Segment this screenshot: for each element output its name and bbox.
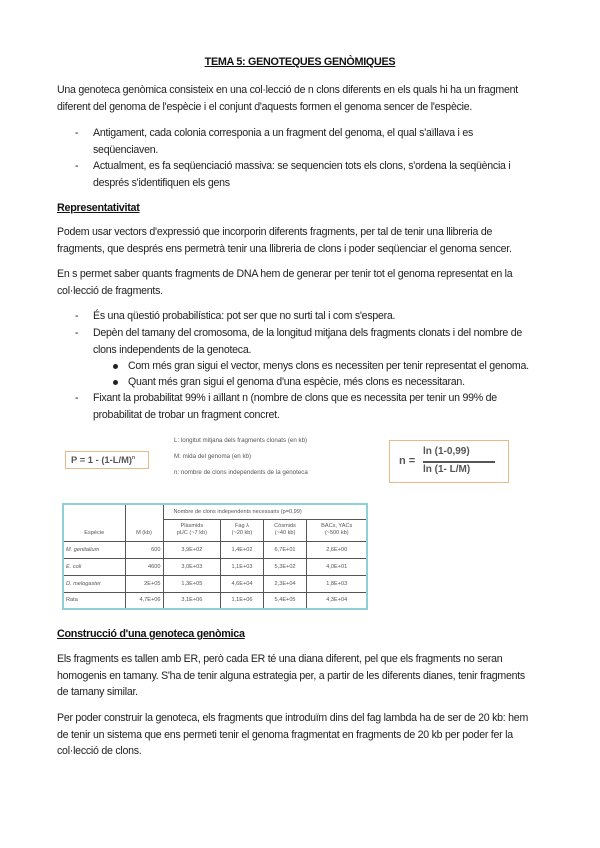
list-line: després s'identifiquen els gens	[93, 176, 230, 189]
table-row	[63, 541, 367, 558]
header-species: Espècie	[63, 504, 125, 541]
dash-marker: -	[75, 310, 79, 322]
cell-value: 5,4E+05	[263, 592, 307, 609]
header-line: Plàsmids	[180, 523, 204, 529]
fraction-bar	[423, 461, 495, 463]
cell-m: 2E+05	[125, 575, 163, 592]
construccio-paragraph-1	[57, 651, 547, 701]
formula-denominator: ln (1- L/M)	[423, 464, 471, 475]
header-cosmids	[263, 519, 307, 541]
representativitat-paragraph-2	[57, 266, 547, 299]
dash-marker: -	[75, 160, 79, 172]
clones-table	[62, 503, 368, 610]
header-bacs-yacs	[307, 519, 367, 541]
bullet-text: Quant més gran sigui el genoma d'una espècie, més clons es necessitaran.	[128, 376, 465, 388]
formula-numerator: ln (1-0,99)	[423, 446, 470, 457]
cell-value: 1,3E+05	[163, 575, 221, 592]
cell-species: E. coli	[63, 558, 125, 575]
dash-marker: -	[75, 392, 79, 404]
header-line: (~500 kb)	[324, 530, 349, 536]
intro-line-2: diferent del genoma de l'espècie i el conjunt d'aquests formen el genoma sencer de l'espècie.	[57, 100, 473, 113]
dash-marker: -	[75, 127, 79, 139]
header-phage	[221, 519, 263, 541]
header-line: Fag λ	[234, 523, 249, 529]
header-plasmids	[163, 519, 221, 541]
header-line: (~20 kb)	[231, 530, 253, 536]
cell-value: 4,0E+01	[307, 558, 367, 575]
header-line: (~40 kb)	[274, 530, 296, 536]
formula-lhs: n =	[399, 455, 416, 467]
paragraph-line: En s permet saber quants fragments de DNA hem de generar per tenir tot el genoma representat en la	[57, 268, 513, 280]
cell-value: 3,0E+03	[163, 558, 221, 575]
document-title: TEMA 5: GENOTEQUES GENÒMIQUES	[204, 56, 396, 68]
paragraph-line: Per poder construir la genoteca, els fragments que introduïm dins del fag lambda ha de ser de 20 kb: hem	[57, 712, 529, 724]
cell-value: 5,3E+02	[263, 558, 307, 575]
cell-value: 1,1E+03	[221, 558, 263, 575]
dash-marker: -	[75, 327, 79, 339]
header-line: pUC (~7 kb)	[176, 530, 207, 536]
cell-species: Rata	[63, 592, 125, 609]
cell-value: 4,3E+04	[307, 592, 367, 609]
cell-value: 2,3E+04	[263, 575, 307, 592]
paragraph-line: de tenir un sistema que ens permeti tenir el genoma fragmentat en fragments de 20 kb per poder fer la	[57, 728, 513, 741]
paragraph-line: col·lecció de clons.	[57, 745, 142, 757]
header-group: Nombre de clons independents necessaris (p=0,99)	[163, 504, 367, 519]
clone-number-formula-box	[389, 440, 509, 483]
header-m: M (kb)	[125, 504, 163, 541]
cell-value: 6,7E+01	[263, 541, 307, 558]
bullet-dot-icon	[113, 364, 118, 369]
construccio-paragraph-2	[57, 710, 547, 760]
section-heading-construccio: Construcció d'una genoteca genòmica	[57, 628, 245, 640]
probability-formula-box	[65, 451, 149, 469]
header-line: BACs, YACs	[321, 523, 353, 529]
intro-line-1: Una genoteca genòmica consisteix en una col·lecció de n clons diferents en els quals hi ha un fragment	[57, 84, 518, 96]
cell-species: M. genitalium	[63, 541, 125, 558]
list-line: clons independents de la genoteca.	[93, 343, 252, 356]
header-line: Còsmids	[274, 523, 296, 529]
list-line: Antigament, cada colonia corresponia a un fragment del genoma, el qual s'aïllava i es	[93, 127, 474, 139]
cell-m: 600	[125, 541, 163, 558]
paragraph-line: Els fragments es tallen amb ER, però cada ER té una diana diferent, pel que els fragments no seran	[57, 653, 503, 665]
paragraph-line: de tamany similar.	[57, 686, 138, 698]
list-line: És una qüestió probabilística: pot ser que no surti tal i com s'espera.	[93, 310, 396, 322]
bullet-text: Com més gran sigui el vector, menys clons es necessiten per tenir representat el genoma.	[128, 360, 529, 372]
cell-value: 4,6E+04	[221, 575, 263, 592]
cell-m: 4,7E+06	[125, 592, 163, 609]
probability-formula: P = 1 - (1-L/M)	[71, 454, 133, 465]
list-line: seqüenciaven.	[93, 143, 159, 156]
cell-value: 1,1E+06	[221, 592, 263, 609]
paragraph-line: Podem usar vectors d'expressió que incorporin diferents fragments, per tal de tenir una llibreria de	[57, 226, 493, 238]
intro-paragraph	[57, 82, 547, 115]
cell-value: 1,8E+03	[307, 575, 367, 592]
list-line: probabilitat de trobar un fragment concret.	[93, 408, 280, 421]
list-line: Depèn del tamany del cromosoma, de la longitud mitjana dels fragments clonats i del nombre de	[93, 327, 522, 339]
paragraph-line: homogenis en tamany. S'ha de tenir alguna estrategia per, a partir de les diferents dianes, tenir fragments	[57, 669, 525, 682]
cell-value: 3,9E+02	[163, 541, 221, 558]
cell-value: 1,4E+02	[221, 541, 263, 558]
cell-value: 2,6E+00	[307, 541, 367, 558]
cell-value: 3,1E+06	[163, 592, 221, 609]
legend-M: M: mida del genoma (en kb)	[174, 453, 252, 460]
paragraph-line: fragments, que després ens permetrà tenir una llibreria de clons i poder seqüenciar el genoma sencer.	[57, 242, 512, 255]
paragraph-line: col·lecció de fragments.	[57, 284, 163, 297]
list-line: Fixant la probabilitat 99% i aïllant n (nombre de clons que es necessita per tenir un 99% de	[93, 392, 497, 404]
formula-exponent: n	[132, 454, 136, 461]
table-row	[63, 592, 367, 609]
table-row	[63, 558, 367, 575]
section-heading-representativitat: Representativitat	[57, 202, 140, 214]
legend-n: n: nombre de clons independents de la genoteca	[174, 469, 308, 476]
cell-m: 4600	[125, 558, 163, 575]
list-line: Actualment, es fa seqüenciació massiva: se sequencien tots els clons, s'ordena la seqüència i	[93, 160, 511, 172]
bullet-dot-icon	[113, 380, 118, 385]
legend-L: L: longitut mitjana dels fragments clonats (en kb)	[174, 437, 308, 444]
representativitat-paragraph-1	[57, 224, 547, 257]
table-row	[63, 575, 367, 592]
cell-species: D. melogaster	[63, 575, 125, 592]
